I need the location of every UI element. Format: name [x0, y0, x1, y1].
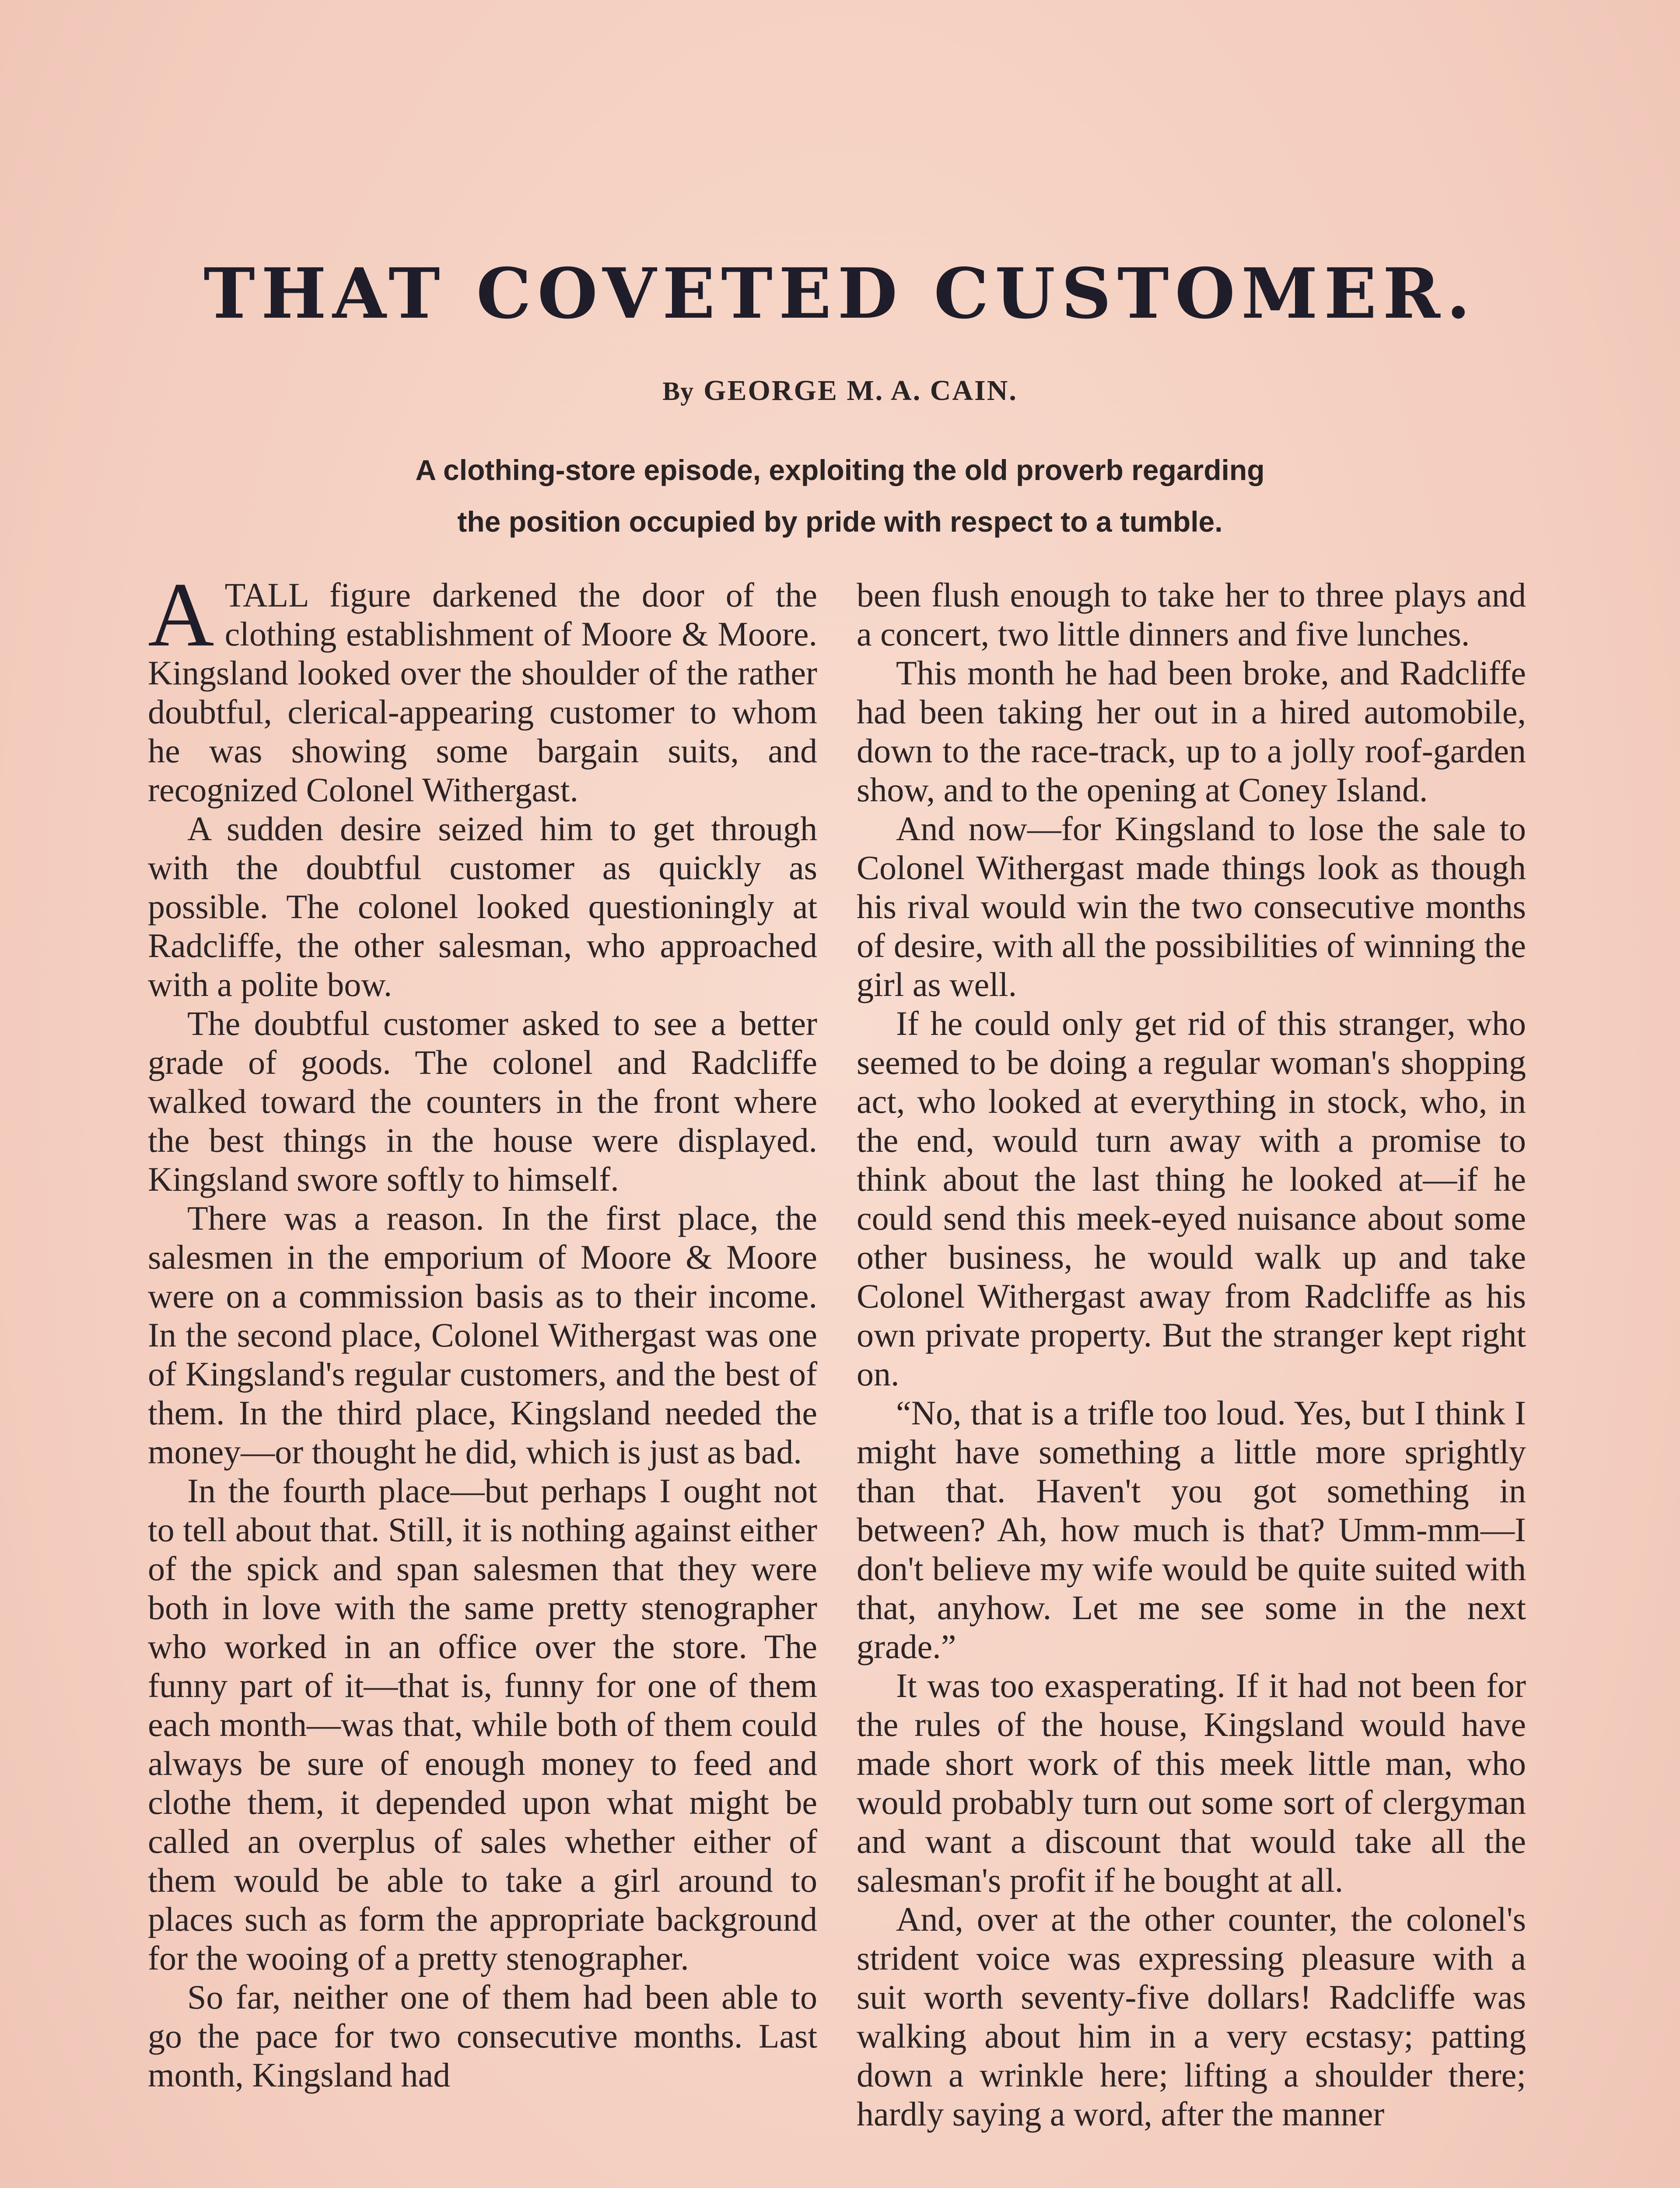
- paragraph: And, over at the other counter, the colonel's strident voice was expressing pleasure with a suit worth seventy-five dollars! Radcliffe was walking about him in a very ecstasy; patting down a wrinkle here; lifting a shoulder there; hardly saying a word, after the manner: [857, 1900, 1526, 2133]
- paragraph: “No, that is a trifle too loud. Yes, but I think I might have something a little more sprightly than that. Haven't you got something in between? Ah, how much is that? Umm-mm—I don't believe my wife would be quite suited with that, anyhow. Let me see some in the next grade.”: [857, 1394, 1526, 1666]
- article-dek: [306, 444, 1374, 547]
- byline-author: GEORGE M. A. CAIN.: [704, 375, 1018, 407]
- paragraph: [148, 575, 817, 809]
- paragraph: In the fourth place—but perhaps I ought not to tell about that. Still, it is nothing against either of the spick and span salesmen that they were both in love with the same pretty stenographer who worked in an office over the store. The funny part of it—that is, funny for one of them each month—was that, while both of them could always be sure of enough money to feed and clothe them, it depended upon what might be called an overplus of sales whether either of them would be able to take a girl around to places such as form the appropriate background for the wooing of a pretty stenographer.: [148, 1472, 817, 1977]
- paragraph: A sudden desire seized him to get through with the doubtful customer as quickly as possible. The colonel looked questioningly at Radcliffe, the other salesman, who approached with a polite bow.: [148, 810, 817, 1003]
- byline: [0, 374, 1680, 407]
- paragraph: This month he had been broke, and Radcliffe had been taking her out in a hired automobile, down to the race-track, up to a jolly roof-garden show, and to the opening at Coney Island.: [857, 654, 1526, 809]
- paragraph: It was too exasperating. If it had not been for the rules of the house, Kingsland would have made short work of this meek little man, who would probably turn out some sort of clergyman and want a discount that would take all the salesman's profit if he bought at all.: [857, 1666, 1526, 1899]
- paragraph: There was a reason. In the first place, the salesmen in the emporium of Moore & Moore were on a commission basis as to their income. In the second place, Colonel Withergast was one of Kingsland's regular customers, and the best of them. In the third place, Kingsland needed the money—or thought he did, which is just as bad.: [148, 1199, 817, 1471]
- paragraph: been flush enough to take her to three plays and a concert, two little dinners and five lunches.: [857, 576, 1526, 653]
- paragraph: The doubtful customer asked to see a better grade of goods. The colonel and Radcliffe walked toward the counters in the front where the best things in the house were displayed. Kingsland swore softly to himself.: [148, 1004, 817, 1198]
- byline-by: By: [662, 377, 694, 406]
- article-title: THAT COVETED CUSTOMER.: [203, 253, 1477, 334]
- paragraph: So far, neither one of them had been able to go the pace for two consecutive months. Last month, Kingsland had: [148, 1978, 817, 2094]
- dek-line-1: A clothing-store episode, exploiting the old proverb regarding: [415, 454, 1265, 486]
- paragraph: And now—for Kingsland to lose the sale to Colonel Withergast made things look as though his rival would win the two consecutive months of desire, with all the possibilities of winning the girl as well.: [857, 810, 1526, 1003]
- left-column: [148, 575, 817, 2188]
- paragraph: If he could only get rid of this stranger, who seemed to be doing a regular woman's shopping act, who looked at everything in stock, who, in the end, would turn away with a promise to think about the last thing he looked at—if he could send this meek-eyed nuisance about some other business, he would walk up and take Colonel Withergast away from Radcliffe as his own private property. But the stranger kept right on.: [857, 1004, 1526, 1393]
- paragraph-text: TALL figure darkened the door of the clothing establishment of Moore & Moore. Kingsland looked over the shoulder of the rather doubtful, clerical-appearing customer to whom he was showing some bargain suits, and recognized Colonel Withergast.: [148, 576, 817, 809]
- dek-line-2: the position occupied by pride with respect to a tumble.: [457, 505, 1223, 538]
- drop-cap: A: [148, 575, 214, 666]
- right-column: [857, 575, 1526, 2188]
